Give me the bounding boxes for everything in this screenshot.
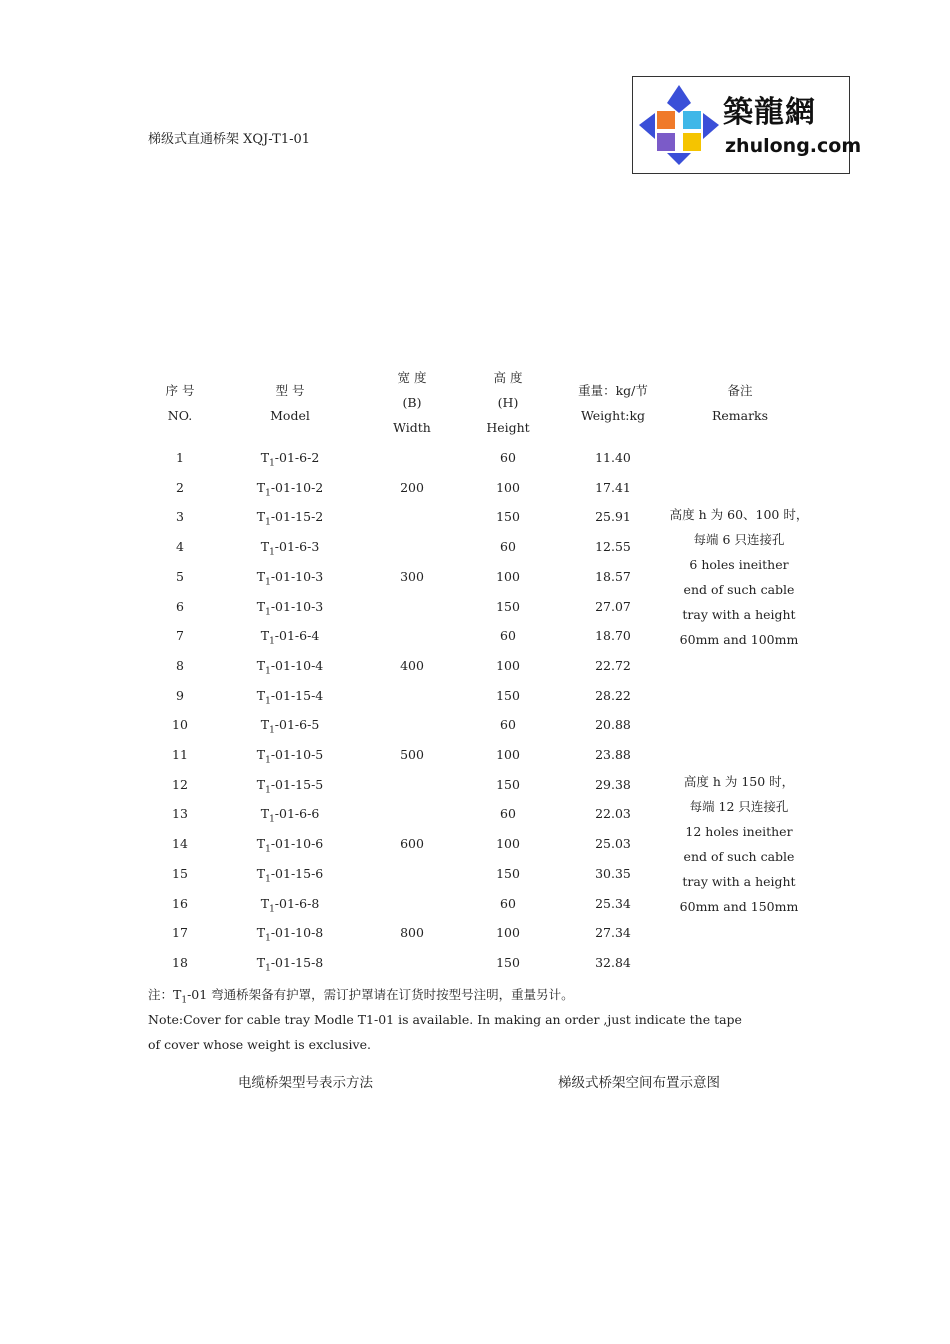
cell-no: 10: [172, 717, 188, 732]
note-english-line-1: Note:Cover for cable tray Modle T1-01 is available. In making an order ,just indicate the tape: [148, 1012, 742, 1027]
remark-line: end of such cable: [683, 849, 795, 864]
cell-no: 2: [176, 480, 184, 495]
header-height-en: Height: [486, 420, 530, 435]
cell-height: 100: [496, 925, 520, 940]
cell-weight: 27.34: [595, 925, 631, 940]
cell-model: $T_1-01-10-6$: [256, 836, 324, 855]
remarks-group-2: [668, 769, 810, 919]
remark-line: 高度 h 为 60、100 时，: [669, 507, 809, 522]
cell-weight: 18.57: [595, 569, 631, 584]
cell-no: 7: [176, 628, 184, 643]
header-width-sym: (B): [402, 395, 422, 410]
cell-no: 12: [172, 777, 188, 792]
cell-width: 200: [400, 480, 424, 495]
cell-weight: 22.03: [595, 806, 631, 821]
cell-weight: 30.35: [595, 866, 631, 881]
remark-line: tray with a height: [682, 607, 796, 622]
remark-line: 6 holes ineither: [689, 557, 789, 572]
header-no-en: NO.: [167, 408, 193, 423]
logo-english-text: zhulong.com: [725, 135, 862, 157]
remark-line: 12 holes ineither: [685, 824, 793, 839]
cell-weight: 28.22: [595, 688, 631, 703]
cell-weight: 17.41: [595, 480, 631, 495]
cell-weight: 18.70: [595, 628, 631, 643]
header-remarks: [690, 378, 790, 428]
cell-no: 18: [172, 955, 188, 970]
cell-model: $T_1-01-15-6$: [256, 866, 324, 885]
cell-height: 100: [496, 658, 520, 673]
cell-weight: 29.38: [595, 777, 631, 792]
remark-line: 60mm and 100mm: [679, 632, 799, 647]
header-height-sym: (H): [497, 395, 519, 410]
cell-model: $T_1-01-10-4$: [256, 658, 324, 677]
cell-weight: 25.03: [595, 836, 631, 851]
cell-weight: 22.72: [595, 658, 631, 673]
cell-width: 400: [400, 658, 424, 673]
cell-no: 6: [176, 599, 184, 614]
cell-weight: 25.34: [595, 896, 631, 911]
cell-no: 4: [176, 539, 184, 554]
cell-height: 100: [496, 569, 520, 584]
cell-no: 15: [172, 866, 188, 881]
header-width: [376, 365, 448, 440]
note-chinese: 注：$T_1-01$ 弯通桥架备有护罩，需订护罩请在订货时按型号注明，重量另计。: [148, 987, 574, 1006]
header-width-en: Width: [393, 420, 431, 435]
cell-model: $T_1-01-6-5$: [260, 717, 320, 736]
cell-weight: 20.88: [595, 717, 631, 732]
cell-no: 3: [176, 509, 184, 524]
cell-no: 13: [172, 806, 188, 821]
cell-no: 1: [176, 450, 184, 465]
cell-model: $T_1-01-10-5$: [256, 747, 324, 766]
header-weight-en: Weight:kg: [580, 408, 646, 423]
cell-no: 8: [176, 658, 184, 673]
cell-height: 150: [496, 509, 520, 524]
caption-model-notation: 电缆桥架型号表示方法: [238, 1075, 373, 1091]
document-title: 梯级式直通桥架 XQJ-T1-01: [148, 132, 311, 147]
header-remarks-en: Remarks: [711, 408, 769, 423]
header-height: [472, 365, 544, 440]
cell-height: 60: [500, 717, 516, 732]
cell-height: 150: [496, 688, 520, 703]
remark-line: end of such cable: [683, 582, 795, 597]
header-model-cn: 型 号: [275, 383, 305, 398]
remarks-group-1: [668, 502, 810, 652]
cell-weight: 25.91: [595, 509, 631, 524]
cell-model: $T_1-01-6-4$: [260, 628, 320, 647]
cell-width: 600: [400, 836, 424, 851]
caption-layout-diagram: 梯级式桥架空间布置示意图: [558, 1075, 720, 1091]
cell-weight: 12.55: [595, 539, 631, 554]
cell-model: $T_1-01-10-3$: [256, 569, 324, 588]
cell-height: 150: [496, 866, 520, 881]
cell-width: 300: [400, 569, 424, 584]
remark-line: 60mm and 150mm: [679, 899, 799, 914]
cell-weight: 32.84: [595, 955, 631, 970]
header-remarks-cn: 备注: [727, 383, 753, 398]
header-weight-cn: 重量：kg/节: [578, 383, 648, 398]
cell-model: $T_1-01-6-8$: [260, 896, 320, 915]
logo-chinese-text: 築龍網: [723, 95, 816, 130]
cell-model: $T_1-01-10-8$: [256, 925, 324, 944]
cell-height: 60: [500, 539, 516, 554]
header-model: [240, 378, 340, 428]
cell-weight: 27.07: [595, 599, 631, 614]
remark-line: 每端 12 只连接孔: [689, 799, 789, 814]
cell-model: $T_1-01-6-6$: [260, 806, 320, 825]
cell-height: 60: [500, 628, 516, 643]
cell-model: $T_1-01-15-2$: [256, 509, 324, 528]
cell-height: 60: [500, 806, 516, 821]
header-no-cn: 序 号: [165, 383, 195, 398]
cell-model: $T_1-01-15-5$: [256, 777, 324, 796]
cell-height: 100: [496, 480, 520, 495]
cell-weight: 11.40: [595, 450, 631, 465]
cell-model: $T_1-01-10-2$: [256, 480, 324, 499]
cell-height: 100: [496, 747, 520, 762]
zhulong-logo: [632, 76, 862, 174]
cell-height: 60: [500, 450, 516, 465]
cell-no: 5: [176, 569, 184, 584]
logo-emblem-icon: [637, 83, 721, 167]
cell-width: 500: [400, 747, 424, 762]
remark-line: 高度 h 为 150 时，: [683, 774, 795, 789]
header-weight: [560, 378, 666, 428]
cell-height: 150: [496, 599, 520, 614]
cell-no: 14: [172, 836, 188, 851]
header-width-cn: 宽 度: [397, 370, 427, 385]
cell-no: 11: [172, 747, 188, 762]
cell-width: 800: [400, 925, 424, 940]
cell-no: 9: [176, 688, 184, 703]
cell-height: 100: [496, 836, 520, 851]
cell-height: 60: [500, 896, 516, 911]
note-english-line-2: of cover whose weight is exclusive.: [148, 1037, 371, 1052]
remark-line: tray with a height: [682, 874, 796, 889]
cell-model: $T_1-01-15-4$: [256, 688, 324, 707]
remark-line: 每端 6 只连接孔: [693, 532, 785, 547]
cell-height: 150: [496, 955, 520, 970]
cell-height: 150: [496, 777, 520, 792]
header-no: [150, 378, 210, 428]
header-model-en: Model: [270, 408, 310, 423]
cell-model: $T_1-01-6-2$: [260, 450, 320, 469]
cell-no: 17: [172, 925, 188, 940]
cell-weight: 23.88: [595, 747, 631, 762]
cell-model: $T_1-01-6-3$: [260, 539, 320, 558]
cell-no: 16: [172, 896, 188, 911]
header-height-cn: 高 度: [493, 370, 523, 385]
cell-model: $T_1-01-15-8$: [256, 955, 324, 974]
cell-model: $T_1-01-10-3$: [256, 599, 324, 618]
